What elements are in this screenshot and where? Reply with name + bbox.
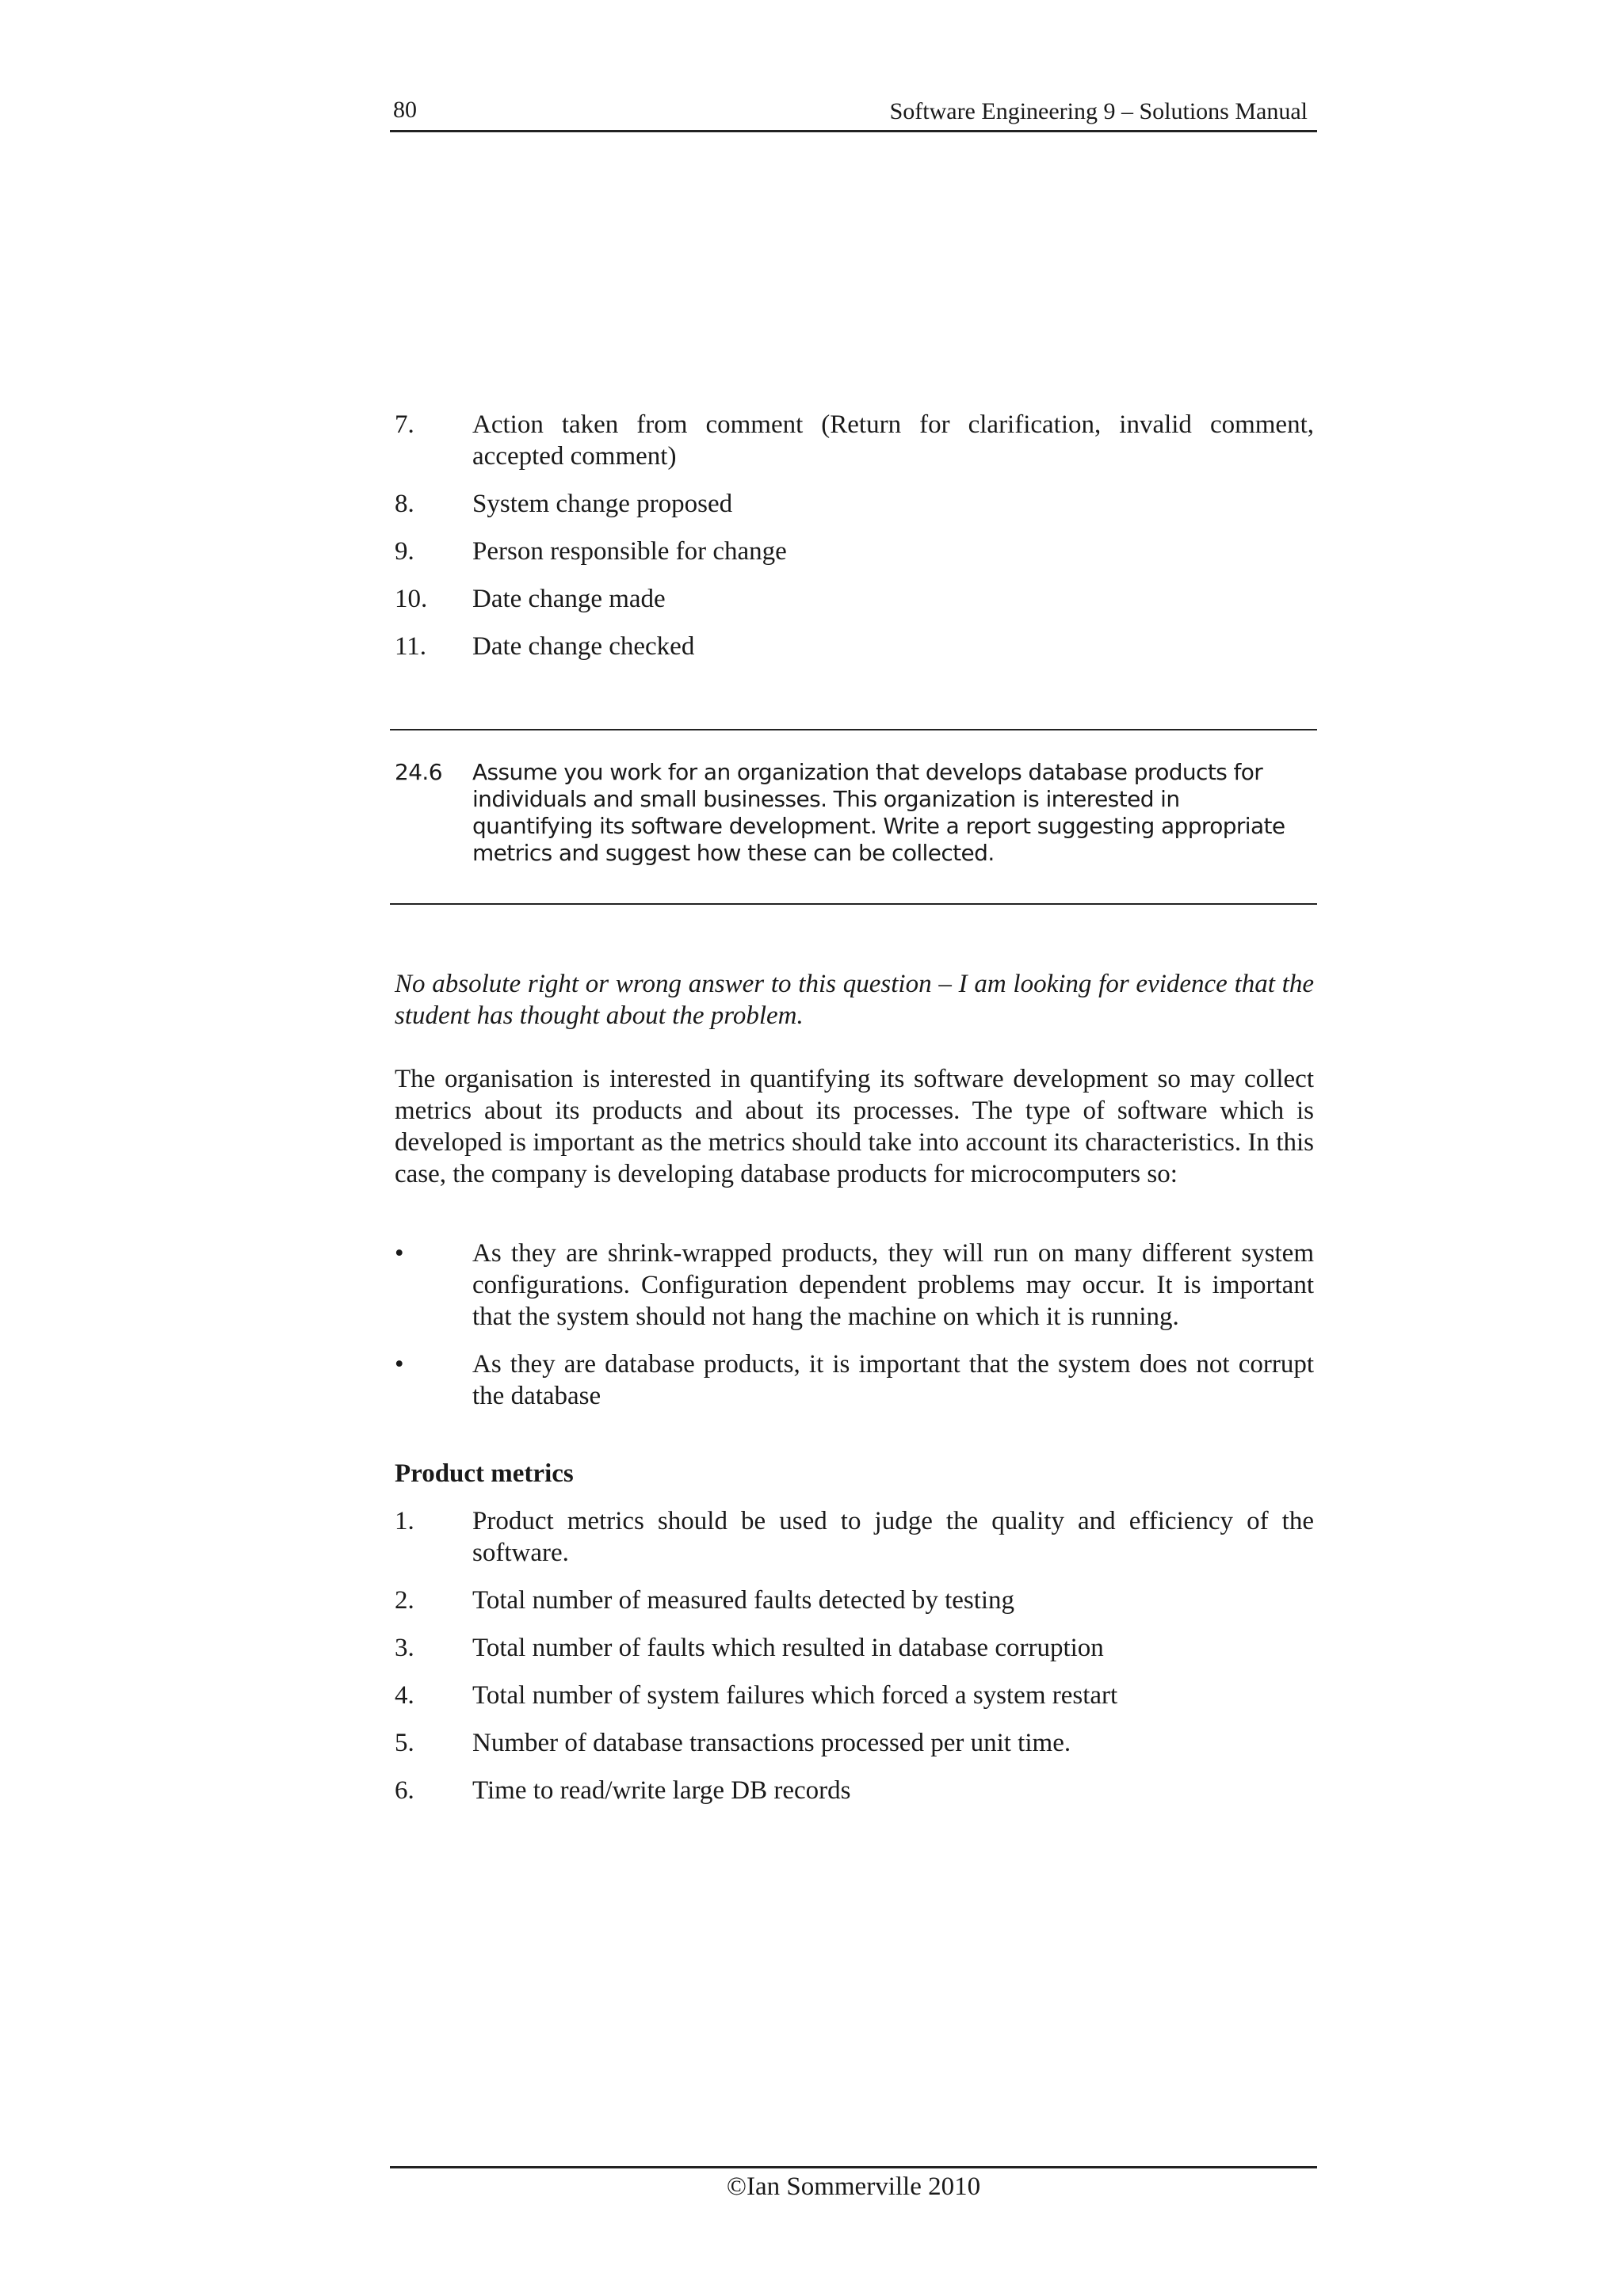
- question-divider-top: [390, 729, 1317, 730]
- list-item-number: 8.: [395, 490, 414, 518]
- answer-paragraph: The organisation is interested in quantifying its software development so may collect metrics about its products and about its processes. The type of software which is developed is important as the metrics should take into account its characteristics. In this case, the company is developing database products for microcomputers so:: [395, 1065, 1314, 1188]
- list-item: [395, 409, 1314, 472]
- list-item: [395, 488, 1314, 520]
- characteristics-bullet-list: [395, 1238, 1314, 1428]
- page-number: 80: [393, 97, 417, 123]
- list-item: [395, 536, 1314, 567]
- question-text: Assume you work for an organization that develops database products for individuals and small businesses. This organization is interested in quantifying its software development. Write a report suggesting appropriate metrics and suggest how these can be collected.: [472, 759, 1285, 866]
- list-item-number: 6.: [395, 1776, 414, 1805]
- list-item-text: Number of database transactions processed per unit time.: [472, 1729, 1071, 1757]
- exercise-question: [395, 759, 1298, 867]
- list-item-number: 4.: [395, 1681, 414, 1710]
- comment-fields-list: [395, 409, 1314, 678]
- list-item: [395, 1680, 1314, 1711]
- bullet-item: [395, 1238, 1314, 1333]
- list-item-text: System change proposed: [472, 490, 733, 518]
- marking-note: No absolute right or wrong answer to this question – I am looking for evidence that the student has thought about the problem.: [395, 970, 1314, 1030]
- bullet-mark: •: [395, 1239, 404, 1268]
- bullet-mark: •: [395, 1350, 404, 1379]
- list-item-number: 1.: [395, 1507, 414, 1535]
- page-header: [390, 95, 1317, 132]
- question-divider-bottom: [390, 903, 1317, 905]
- list-item: [395, 583, 1314, 615]
- list-item-number: 3.: [395, 1634, 414, 1662]
- list-item: [395, 1775, 1314, 1806]
- list-item-text: Action taken from comment (Return for clarification, invalid comment, accepted comment): [472, 410, 1314, 471]
- list-item: [395, 1585, 1314, 1616]
- product-metrics-heading: Product metrics: [395, 1459, 574, 1488]
- list-item: [395, 1505, 1314, 1569]
- list-item-number: 7.: [395, 410, 414, 439]
- list-item-text: Total number of system failures which forced a system restart: [472, 1681, 1118, 1710]
- list-item-text: Total number of measured faults detected by testing: [472, 1586, 1015, 1615]
- list-item-number: 9.: [395, 537, 414, 566]
- list-item-text: Product metrics should be used to judge the quality and efficiency of the software.: [472, 1507, 1314, 1567]
- running-title: Software Engineering 9 – Solutions Manual: [889, 98, 1308, 124]
- list-item: [395, 631, 1314, 662]
- list-item-number: 11.: [395, 632, 427, 661]
- list-item-text: Date change checked: [472, 632, 695, 661]
- copyright-footer: ©Ian Sommerville 2010: [726, 2172, 981, 2201]
- bullet-text: As they are shrink-wrapped products, they will run on many different system configurations. Configuration dependent problems may occur. It is important that the system should not hang the machine on which it is running.: [472, 1239, 1314, 1331]
- list-item: [395, 1727, 1314, 1759]
- list-item-number: 10.: [395, 585, 428, 613]
- list-item-text: Time to read/write large DB records: [472, 1776, 851, 1805]
- list-item: [395, 1632, 1314, 1664]
- header-divider: [390, 130, 1317, 132]
- list-item-text: Date change made: [472, 585, 666, 613]
- product-metrics-list: [395, 1505, 1314, 1822]
- question-number: 24.6: [395, 759, 442, 785]
- bullet-text: As they are database products, it is important that the system does not corrupt the database: [472, 1350, 1314, 1410]
- bullet-item: [395, 1348, 1314, 1412]
- list-item-number: 5.: [395, 1729, 414, 1757]
- list-item-text: Total number of faults which resulted in database corruption: [472, 1634, 1104, 1662]
- list-item-text: Person responsible for change: [472, 537, 787, 566]
- list-item-number: 2.: [395, 1586, 414, 1615]
- footer-divider: [390, 2166, 1317, 2168]
